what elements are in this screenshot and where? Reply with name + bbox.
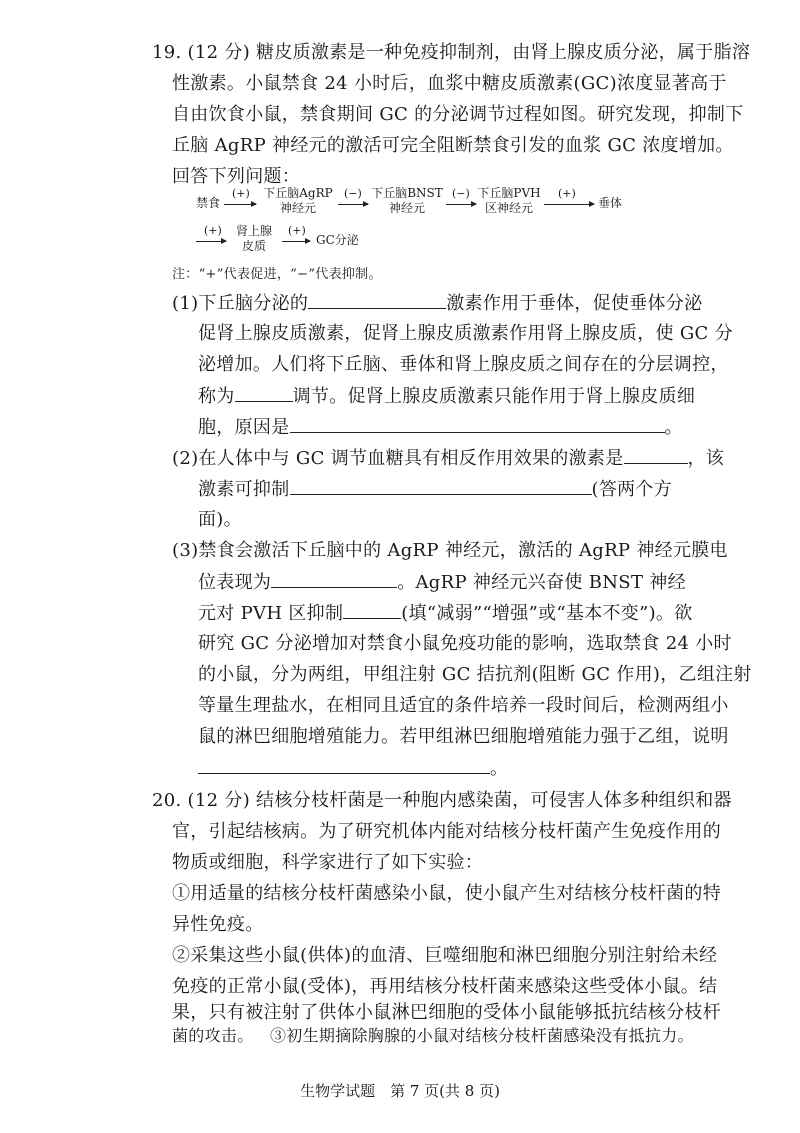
answer-blank-antagonist-hormone[interactable] <box>624 445 688 464</box>
q19-3-text-b1: 位表现为 <box>198 572 272 593</box>
q19-line-4: 丘脑 AgRP 神经元的激活可完全阻断禁食引发的血浆 GC 浓度增加。 <box>172 135 734 156</box>
q19-1-line-e <box>198 414 683 441</box>
q19-1-line-d <box>198 383 695 410</box>
q19-1-line-c: 泌增加。人们将下丘脑、垂体和肾上腺皮质之间存在的分层调控， <box>198 354 729 375</box>
q20-line-5: 异性免疫。 <box>172 914 264 935</box>
answer-blank-inhibition-change[interactable] <box>343 600 401 619</box>
node-pvh-line1: 下丘脑PVH <box>477 186 541 200</box>
node-adrenal-line2: 皮质 <box>241 239 266 253</box>
q20-line-7: 免疫的正常小鼠(受体)，再用结核分枝杆菌来感染这些受体小鼠。结 <box>172 976 718 997</box>
q19-3-text-b2: 。AgRP 神经元兴奋使 BNST 神经 <box>397 572 686 593</box>
q19-1-text-e2: 。 <box>664 417 683 438</box>
arrow-pituitary-adrenal <box>196 241 226 242</box>
q19-3-line-b <box>198 569 686 596</box>
q20-line-9: 菌的攻击。 <box>172 1026 254 1045</box>
q20-line-10: ③初生期摘除胸腺的小鼠对结核分枝杆菌感染没有抵抗力。 <box>270 1026 694 1045</box>
sign-plus-2: (+) <box>558 187 576 200</box>
arrow-agrp-bnst <box>338 204 368 205</box>
q19-3-line-a: (3)禁食会激活下丘脑中的 AgRP 神经元，激活的 AgRP 神经元膜电 <box>172 540 728 561</box>
q19-3-line-f: 等量生理盐水，在相同且适宜的条件培养一段时间后，检测两组小 <box>198 695 729 716</box>
q19-2-text-a2: ，该 <box>687 448 725 469</box>
node-pvh <box>476 186 542 216</box>
q19-1-line-b: 促肾上腺皮质激素，促肾上腺皮质激素作用肾上腺皮质，使 GC 分 <box>198 323 733 344</box>
q19-line-5: 回答下列问题： <box>172 166 301 187</box>
q19-1-text-d2: 调节。促肾上腺皮质激素只能作用于肾上腺皮质细 <box>292 386 696 407</box>
q19-3-line-e: 的小鼠，分为两组，甲组注射 GC 拮抗剂(阻断 GC 作用)，乙组注射 <box>198 664 752 685</box>
q20-line-2: 官，引起结核病。为了研究机体内能对结核分枝杆菌产生免疫作用的 <box>172 821 721 842</box>
q19-2-line-a <box>172 445 724 472</box>
q19-2-text-b1: 激素可抑制 <box>198 479 290 500</box>
q19-1-line-a <box>172 290 702 317</box>
node-pvh-line2: 区神经元 <box>484 201 533 215</box>
answer-blank-conclusion[interactable] <box>198 755 490 774</box>
sign-minus-2: (−) <box>452 187 470 200</box>
answer-blank-hormone[interactable] <box>308 290 446 309</box>
q19-3-line-h <box>198 755 508 782</box>
node-bnst-line2: 神经元 <box>388 201 425 215</box>
arrow-bnst-pvh <box>446 204 476 205</box>
arrow-adrenal-gc <box>282 241 310 242</box>
q19-1-text-a1: (1)下丘脑分泌的 <box>172 293 309 314</box>
sign-plus-3: (+) <box>204 224 222 237</box>
arrow-fasting-agrp <box>224 204 256 205</box>
q19-2-text-b2: (答两个方 <box>591 479 673 500</box>
q19-2-text-a1: (2)在人体中与 GC 调节血糖具有相反作用效果的激素是 <box>172 448 624 469</box>
q19-line-2: 性激素。小鼠禁食 24 小时后，血浆中糖皮质激素(GC)浓度显著高于 <box>172 73 727 94</box>
answer-blank-inhibit[interactable] <box>290 476 592 495</box>
q20-line-1: 20. (12 分) 结核分枝杆菌是一种胞内感染菌，可侵害人体多种组织和器 <box>152 790 732 811</box>
arrow-pvh-pituitary <box>544 204 594 205</box>
q19-1-text-a2: 激素作用于垂体，促使垂体分泌 <box>446 293 703 314</box>
sign-plus-1: (+) <box>232 187 250 200</box>
q19-1-text-e1: 胞，原因是 <box>198 417 290 438</box>
q19-line-1: 19. (12 分) 糖皮质激素是一种免疫抑制剂，由肾上腺皮质分泌，属于脂溶 <box>152 42 751 63</box>
q19-1-text-d1: 称为 <box>198 386 235 407</box>
q19-3-line-d: 研究 GC 分泌增加对禁食小鼠免疫功能的影响，选取禁食 24 小时 <box>198 633 732 654</box>
sign-minus-1: (−) <box>344 187 362 200</box>
q19-line-3: 自由饮食小鼠，禁食期间 GC 的分泌调节过程如图。研究发现，抑制下 <box>172 104 744 125</box>
node-agrp <box>260 186 336 216</box>
node-bnst-line1: 下丘脑BNST <box>371 186 443 200</box>
q19-3-line-g: 鼠的淋巴细胞增殖能力。若甲组淋巴细胞增殖能力强于乙组，说明 <box>198 726 729 747</box>
q19-3-text-c1: 元对 PVH 区抑制 <box>198 603 344 624</box>
q19-3-line-c <box>198 600 693 627</box>
diagram-note: 注：“+”代表促进，“−”代表抑制。 <box>172 267 382 282</box>
q20-line-6: ②采集这些小鼠(供体)的血清、巨噬细胞和淋巴细胞分别注射给未经 <box>172 945 718 966</box>
sign-plus-4: (+) <box>288 224 306 237</box>
answer-blank-reason[interactable] <box>290 414 665 433</box>
node-bnst <box>370 186 444 216</box>
node-agrp-line1: 下丘脑AgRP <box>263 186 333 200</box>
answer-blank-membrane-potential[interactable] <box>271 569 397 588</box>
answer-blank-regulation[interactable] <box>235 383 293 402</box>
q19-2-line-c: 面)。 <box>198 509 242 530</box>
gc-regulation-diagram <box>196 184 636 254</box>
q20-line-3: 物质或细胞，科学家进行了如下实验： <box>172 852 484 873</box>
q19-3-text-h: 。 <box>490 758 509 779</box>
q20-line-8: 果，只有被注射了供体小鼠淋巴细胞的受体小鼠能够抵抗结核分枝杆 <box>172 1002 721 1023</box>
node-pituitary: 垂体 <box>598 196 623 210</box>
node-gc-secretion: GC分泌 <box>316 233 359 247</box>
q19-2-line-b <box>198 476 672 503</box>
node-adrenal <box>228 224 280 254</box>
node-agrp-line2: 神经元 <box>279 201 316 215</box>
q20-line-4: ①用适量的结核分枝杆菌感染小鼠，使小鼠产生对结核分枝杆菌的特 <box>172 883 721 904</box>
node-fasting: 禁食 <box>196 196 221 210</box>
node-adrenal-line1: 肾上腺 <box>235 224 272 238</box>
q19-3-text-c2: (填“减弱”“增强”或“基本不变”)。欲 <box>401 603 693 624</box>
page-footer: 生物学试题 第 7 页(共 8 页) <box>300 1082 500 1100</box>
